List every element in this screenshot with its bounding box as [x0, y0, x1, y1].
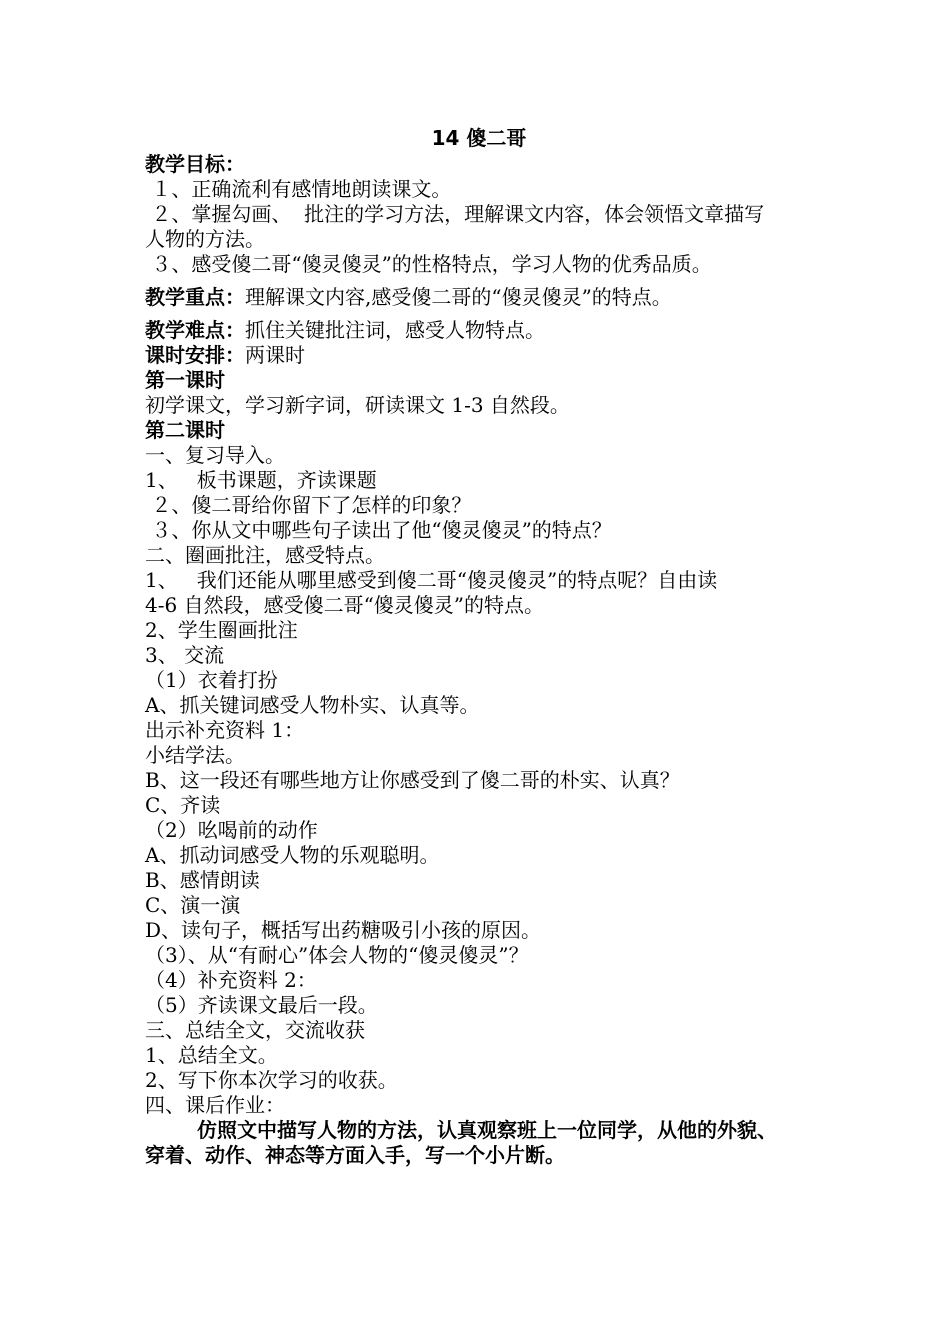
lesson1-text: 初学课文，学习新字词，研读课文 1-3 自然段。 — [145, 393, 570, 417]
lesson2-line: 二、圈画批注，感受特点。 — [145, 543, 385, 567]
lesson1-heading: 第一课时 — [145, 368, 225, 392]
lesson2-line: 1、 我们还能从哪里感受到傻二哥“傻灵傻灵”的特点呢？自由读 — [145, 568, 718, 592]
lesson2-line: C、齐读 — [145, 793, 221, 817]
difficulty-label: 教学难点： — [145, 318, 245, 342]
difficulty-text: 抓住关键批注词，感受人物特点。 — [245, 318, 545, 342]
key-point — [145, 285, 813, 310]
lesson2-line: A、抓动词感受人物的乐观聪明。 — [145, 843, 440, 867]
objective-item: ３、感受傻二哥“傻灵傻灵”的性格特点，学习人物的优秀品质。 — [145, 252, 712, 276]
lesson2-line: B、感情朗读 — [145, 868, 260, 892]
lesson2-line: D、读句子，概括写出药糖吸引小孩的原因。 — [145, 918, 542, 942]
lesson2-line: C、演一演 — [145, 893, 241, 917]
lesson2-line: 2、写下你本次学习的收获。 — [145, 1068, 398, 1092]
lesson2-line: 3、 交流 — [145, 643, 225, 667]
schedule-label: 课时安排： — [145, 343, 245, 367]
lesson2-line: （4）补充资料 2： — [145, 968, 317, 992]
lesson2-line: ２、傻二哥给你留下了怎样的印象？ — [145, 493, 472, 517]
lesson2-line: （5）齐读课文最后一段。 — [145, 993, 378, 1017]
lesson2-line: 1、 板书课题，齐读课题 — [145, 468, 377, 492]
difficulty — [145, 318, 813, 343]
lesson2-line: （2）吆喝前的动作 — [145, 818, 318, 842]
lesson2-line: 出示补充资料 1： — [145, 718, 305, 742]
lesson2-line: 4-6 自然段，感受傻二哥“傻灵傻灵”的特点。 — [145, 593, 545, 617]
homework-line: 穿着、动作、神态等方面入手，写一个小片断。 — [145, 1143, 565, 1167]
lesson2-line: 1、总结全文。 — [145, 1043, 278, 1067]
lesson2-line: 一、复习导入。 — [145, 443, 285, 467]
lesson2-line: ３、你从文中哪些句子读出了他“傻灵傻灵”的特点？ — [145, 518, 612, 542]
schedule-text: 两课时 — [245, 343, 305, 367]
key-point-label: 教学重点： — [145, 285, 245, 309]
objective-item: １、正确流利有感情地朗读课文。 — [145, 177, 452, 201]
objectives-heading: 教学目标： — [145, 152, 245, 176]
lesson2-line: （1）衣着打扮 — [145, 668, 278, 692]
lesson2-heading: 第二课时 — [145, 418, 225, 442]
lesson2-line: 小结学法。 — [145, 743, 245, 767]
lesson2-line: B、这一段还有哪些地方让你感受到了傻二哥的朴实、认真？ — [145, 768, 680, 792]
key-point-text: 理解课文内容,感受傻二哥的“傻灵傻灵”的特点。 — [245, 285, 672, 309]
document-page — [145, 124, 813, 1168]
document-title: 14 傻二哥 — [431, 126, 527, 150]
lesson2-line: 四、课后作业： — [145, 1093, 285, 1117]
objective-item: ２、掌握勾画、 批注的学习方法，理解课文内容，体会领悟文章描写 — [145, 202, 765, 226]
lesson2-line: A、抓关键词感受人物朴实、认真等。 — [145, 693, 480, 717]
homework-line: 仿照文中描写人物的方法，认真观察班上一位同学，从他的外貌、 — [197, 1118, 777, 1142]
lesson2-line: 三、总结全文，交流收获 — [145, 1018, 365, 1042]
schedule — [145, 343, 813, 368]
lesson2-line: 2、学生圈画批注 — [145, 618, 298, 642]
lesson2-line: （3）、从“有耐心”体会人物的“傻灵傻灵”？ — [145, 943, 529, 967]
objective-item: 人物的方法。 — [145, 227, 265, 251]
